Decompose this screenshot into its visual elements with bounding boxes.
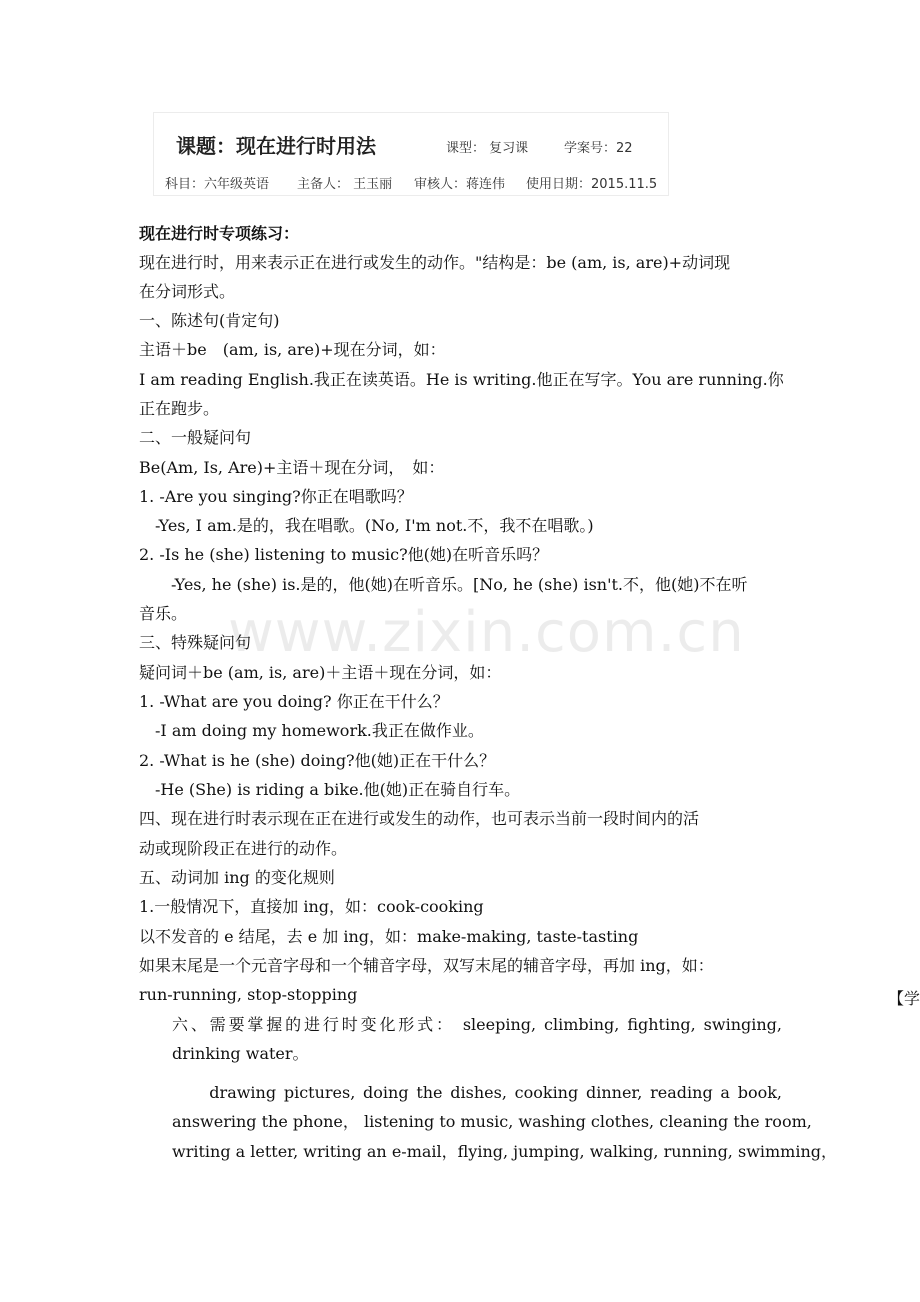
lesson-title: 课题：现在进行时用法	[176, 134, 376, 158]
section-heading: 现在进行时专项练习：	[139, 224, 300, 243]
text-line: 正在跑步。	[139, 399, 220, 418]
lesson-subject: 科目：六年级英语	[165, 177, 270, 192]
margin-note: 【学	[888, 989, 920, 1008]
text-line: 三、特殊疑问句	[139, 633, 252, 652]
text-line: writing a letter, writing an e-mail，flying, jumping, walking, running, swimming，	[172, 1142, 838, 1161]
lesson-type: 课型： 复习课	[446, 141, 529, 156]
watermark: www.zixin.com.cn	[228, 600, 745, 665]
text-line: Be(Am, Is, Are)+主语＋现在分词， 如：	[139, 458, 445, 477]
text-line: 1.一般情况下，直接加 ing，如：cook-cooking	[139, 897, 484, 916]
text-line: I am reading English.我正在读英语。He is writing.他正在写字。You are running.你	[139, 370, 784, 389]
text-line: -Yes, I am.是的，我在唱歌。(No, I'm not.不，我不在唱歌。)	[139, 516, 594, 535]
text-line: 现在进行时，用来表示正在进行或发生的动作。"结构是：be (am, is, are)+动词现	[139, 253, 731, 272]
text-line: 四、现在进行时表示现在正在进行或发生的动作，也可表示当前一段时间内的活	[139, 809, 700, 828]
lesson-date: 使用日期：2015.11.5	[526, 177, 658, 192]
text-line: 音乐。	[139, 604, 188, 623]
text-line: 疑问词＋be (am, is, are)＋主语＋现在分词，如：	[139, 663, 502, 682]
lesson-plan-number: 学案号：22	[564, 141, 633, 156]
text-line: 2. -Is he (she) listening to music?他(她)在听音乐吗？	[139, 545, 549, 564]
text-line: 动或现阶段正在进行的动作。	[139, 839, 348, 858]
text-line: 六、需要掌握的进行时变化形式： sleeping, climbing, fighting, swinging,	[172, 1015, 782, 1034]
text-line: -I am doing my homework.我正在做作业。	[139, 721, 484, 740]
text-line: 2. -What is he (she) doing?他(她)正在干什么？	[139, 751, 496, 770]
text-line: 1. -Are you singing?你正在唱歌吗？	[139, 487, 413, 506]
text-line: answering the phone， listening to music, washing clothes, cleaning the room,	[172, 1112, 812, 1131]
text-line: 如果末尾是一个元音字母和一个辅音字母，双写末尾的辅音字母，再加 ing，如：	[139, 956, 714, 975]
text-line: run-running, stop-stopping	[139, 985, 358, 1004]
text-line: 一、陈述句(肯定句)	[139, 311, 280, 330]
text-line: -He (She) is riding a bike.他(她)正在骑自行车。	[139, 780, 521, 799]
text-line: drawing pictures, doing the dishes, cooking dinner, reading a book,	[172, 1083, 782, 1102]
text-line: -Yes, he (she) is.是的，他(她)在听音乐。[No, he (she) isn't.不，他(她)不在听	[139, 575, 748, 594]
lesson-reviewer: 审核人：蒋连伟	[414, 177, 506, 192]
text-line: drinking water。	[172, 1044, 309, 1063]
text-line: 五、动词加 ing 的变化规则	[139, 868, 335, 887]
lesson-preparer: 主备人： 王玉丽	[297, 177, 393, 192]
text-line: 1. -What are you doing? 你正在干什么？	[139, 692, 449, 711]
text-line: 二、一般疑问句	[139, 428, 252, 447]
text-line: 在分词形式。	[139, 282, 236, 301]
text-line: 主语＋be (am, is, are)+现在分词，如：	[139, 340, 446, 359]
text-line: 以不发音的 e 结尾，去 e 加 ing，如：make-making, taste-tasting	[139, 927, 639, 946]
